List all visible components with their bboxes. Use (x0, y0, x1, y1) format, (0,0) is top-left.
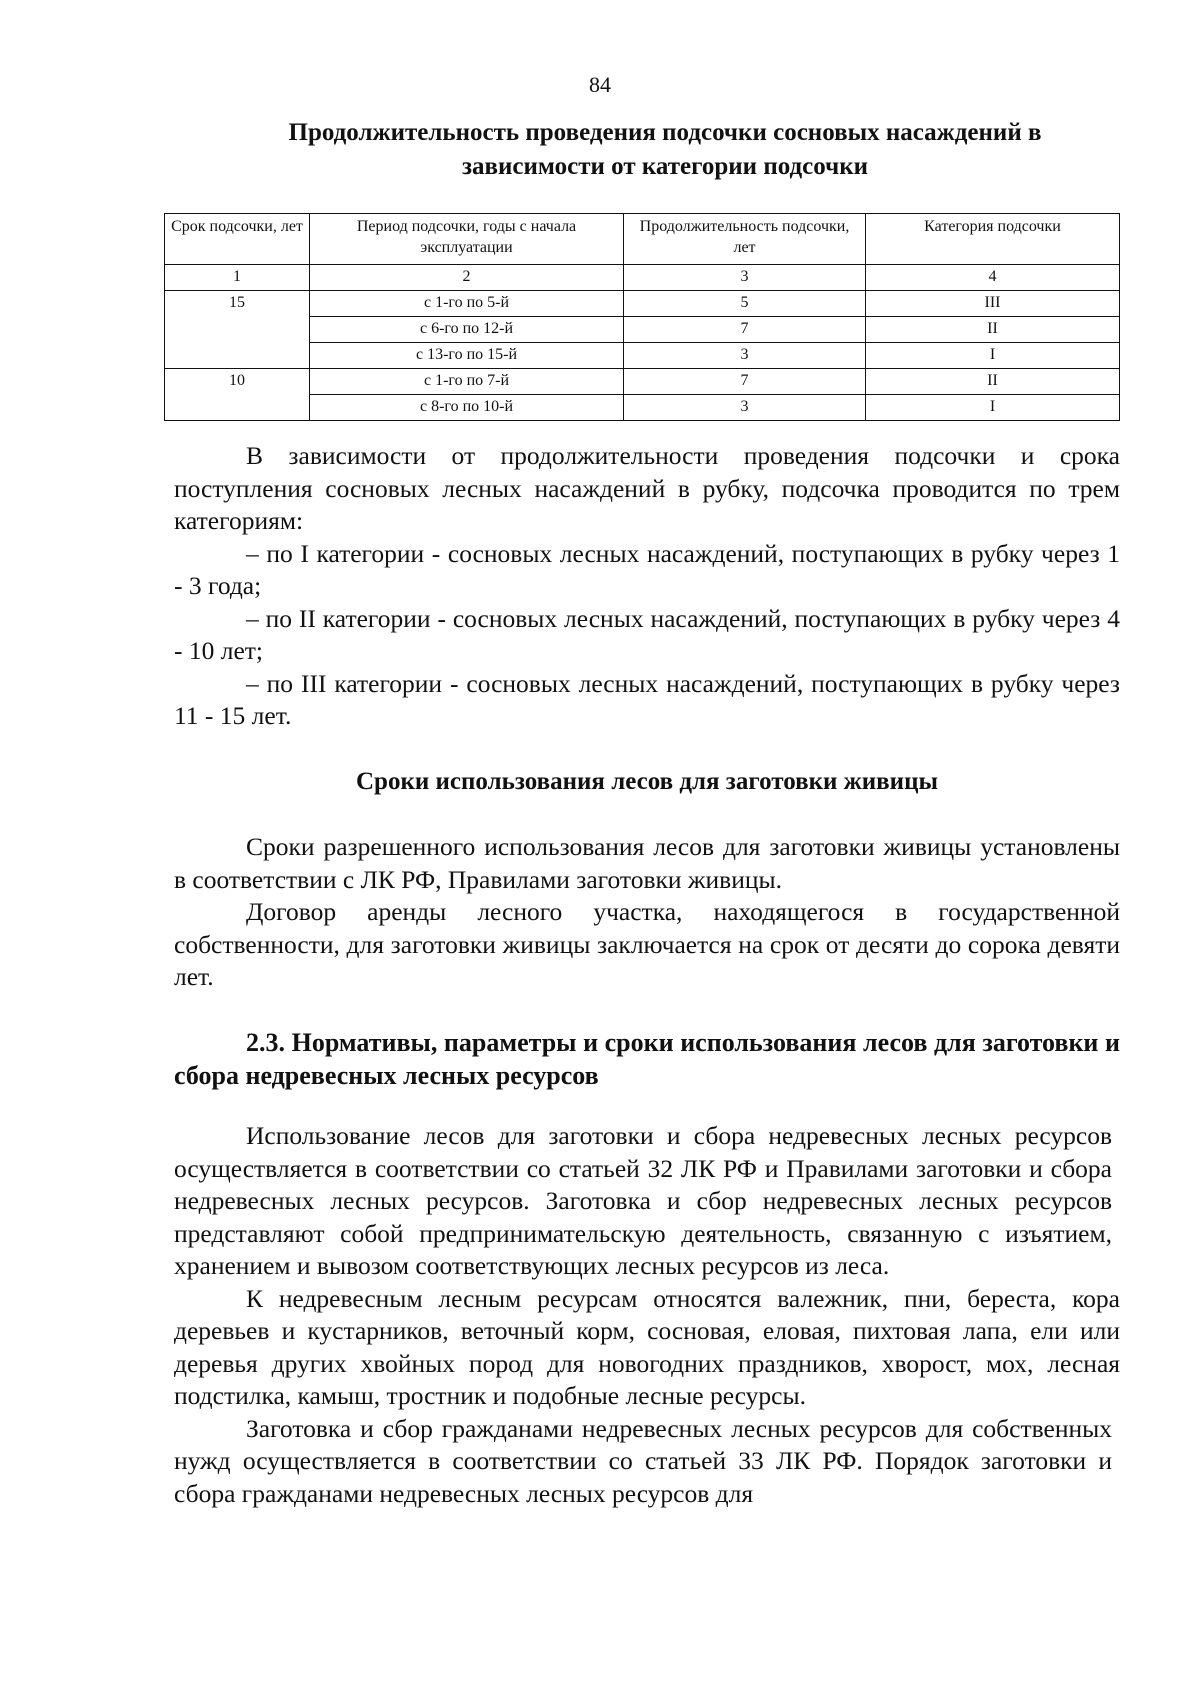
header-duration: Продолжительность подсочки, лет (624, 214, 866, 265)
paragraph: Сроки разрешенного использования лесов для заготовки живицы установлены в соответствии с ЛК РФ, Правилами заготовки живицы. (174, 832, 1120, 894)
list-item: – по II категории - сосновых лесных насаждений, поступающих в рубку через 4 - 10 лет; (174, 603, 1120, 665)
category-cell: I (866, 343, 1120, 369)
table-number-row (165, 265, 1120, 291)
period-cell: с 1-го по 5-й (310, 291, 624, 317)
category-cell: III (866, 291, 1120, 317)
period-cell: с 13-го по 15-й (310, 343, 624, 369)
paragraph: В зависимости от продолжительности проведения подсочки и срока поступления сосновых лесных насаждений в рубку, подсочка проводится по трем категориям: (174, 441, 1120, 535)
column-number: 3 (624, 265, 866, 291)
subheading: Сроки использования лесов для заготовки живицы (356, 768, 938, 795)
period-cell: с 8-го по 10-й (310, 395, 624, 421)
paragraph: Договор аренды лесного участка, находящегося в государственной собственности, для заготовки живицы заключается на срок от десяти до сорока девяти лет. (174, 897, 1120, 991)
period-cell: с 1-го по 7-й (310, 369, 624, 395)
column-number: 1 (165, 265, 310, 291)
paragraph: Использование лесов для заготовки и сбора недревесных лесных ресурсов осуществляется в соответствии со статьей 32 ЛК РФ и Правилами заготовки и сбора недревесных лесных ресурсов. Заготовка и сбор недревесных лесных ресурсов представляют собой предпринимательскую деятельность, связанную с изъятием, хранением и вывозом соответствующих лесных ресурсов из леса. (174, 1121, 1112, 1280)
table-title: Продолжительность проведения подсочки сосновых насаждений в зависимости от категории подсочки (288, 119, 1042, 180)
term-cell: 15 (165, 291, 310, 369)
list-item: – по I категории - сосновых лесных насаждений, поступающих в рубку через 1 - 3 года; (174, 538, 1120, 600)
table-row (165, 369, 1120, 395)
header-category: Категория подсочки (866, 214, 1120, 265)
page-number: 84 (589, 72, 611, 97)
duration-cell: 3 (624, 343, 866, 369)
duration-cell: 7 (624, 317, 866, 343)
column-number: 2 (310, 265, 624, 291)
category-cell: II (866, 369, 1120, 395)
paragraph: Заготовка и сбор гражданами недревесных лесных ресурсов для собственных нужд осуществляется в соответствии со статьей 33 ЛК РФ. Порядок заготовки и сбора гражданами недревесных лесных ресурсов для (174, 1413, 1112, 1508)
header-term: Срок подсочки, лет (165, 214, 310, 265)
tapping-duration-table (164, 213, 1120, 421)
duration-cell: 7 (624, 369, 866, 395)
section-heading: 2.3. Нормативы, параметры и сроки использования лесов для заготовки и сбора недревесных лесных ресурсов (174, 1028, 1120, 1090)
list-item: – по III категории - сосновых лесных насаждений, поступающих в рубку через 11 - 15 лет. (174, 668, 1120, 730)
duration-cell: 5 (624, 291, 866, 317)
table-row (165, 291, 1120, 317)
categories-text (174, 440, 1120, 733)
table-header-row (165, 214, 1120, 265)
period-cell: с 6-го по 12-й (310, 317, 624, 343)
non-wood-resources-text (174, 1120, 1120, 1510)
header-period: Период подсочки, годы с начала эксплуатации (310, 214, 624, 265)
column-number: 4 (866, 265, 1120, 291)
category-cell: I (866, 395, 1120, 421)
paragraph: К недревесным лесным ресурсам относятся валежник, пни, береста, кора деревьев и кустарников, веточный корм, сосновая, еловая, пихтовая лапа, ели или деревья других хвойных пород для новогодних праздников, хворост, мох, лесная подстилка, камыш, тростник и подобные лесные ресурсы. (174, 1283, 1120, 1410)
category-cell: II (866, 317, 1120, 343)
duration-cell: 3 (624, 395, 866, 421)
term-cell: 10 (165, 369, 310, 421)
resin-terms-text (174, 831, 1120, 994)
